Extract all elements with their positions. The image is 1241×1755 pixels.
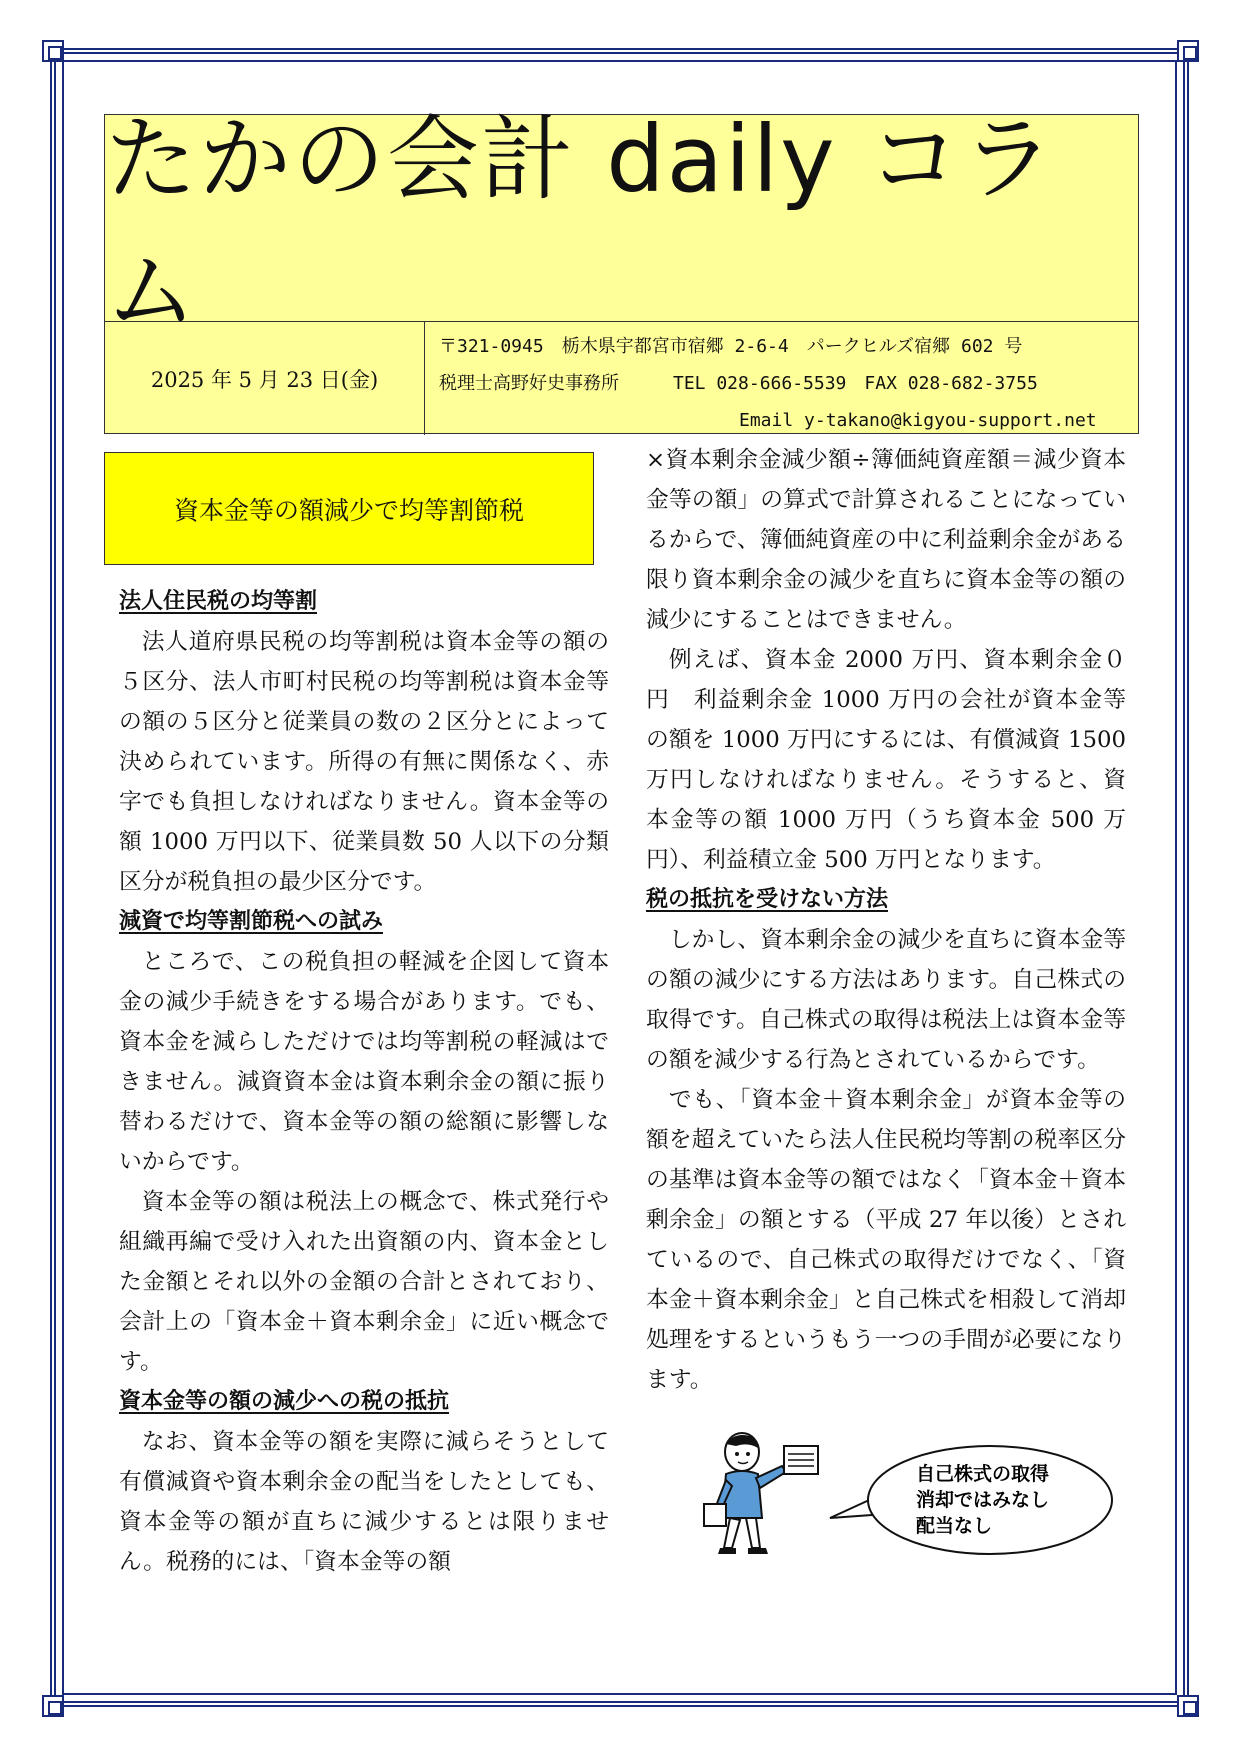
illustration bbox=[690, 1430, 1130, 1560]
office-email: Email y-takano@kigyou-support.net bbox=[739, 410, 1097, 431]
right-column bbox=[646, 440, 1126, 1400]
speech-bubble bbox=[830, 1446, 1112, 1554]
section-heading: 法人住民税の均等割 bbox=[119, 589, 318, 614]
masthead-title: たかの会計 daily コラム bbox=[105, 115, 1138, 322]
office-address: 〒321-0945 栃木県宇都宮市宿郷 2-6-4 パークヒルズ宿郷 602 号 bbox=[439, 336, 1023, 357]
section-heading: 資本金等の額の減少への税の抵抗 bbox=[119, 1389, 450, 1414]
document-icon bbox=[784, 1446, 818, 1474]
frame-corner-ornament bbox=[42, 1695, 64, 1717]
frame-corner-ornament bbox=[42, 40, 64, 62]
body-paragraph: 資本金等の額は税法上の概念で、株式発行や組織再編で受け入れた出資額の内、資本金とした金額とそれ以外の金額の合計とされており、会計上の「資本金＋資本剰余金」に近い概念です。 bbox=[119, 1189, 610, 1375]
body-paragraph: なお、資本金等の額を実際に減らそうとして有償減資や資本剰余金の配当をしたとしても、資本金等の額が直ちに減少するとは限りません。税務的には、「資本金等の額 bbox=[119, 1429, 609, 1575]
office-name-phone-fax: 税理士高野好史事務所 TEL 028-666-5539 FAX 028-682-3755 bbox=[439, 373, 1038, 394]
body-paragraph: しかし、資本剰余金の減少を直ちに資本金等の額の減少にする方法はあります。自己株式の取得です。自己株式の取得は税法上は資本金等の額を減少する行為とされているからです。 bbox=[646, 927, 1126, 1073]
body-paragraph: ×資本剰余金減少額÷簿価純資産額＝減少資本金等の額」の算式で計算されることになっているからで、簿価純資産の中に利益剰余金がある限り資本剰余金の減少を直ちに資本金等の額の減少にすることはできません。 bbox=[646, 447, 1126, 633]
body-paragraph: ところで、この税負担の軽減を企図して資本金の減少手続きをする場合があります。でも、資本金を減らしただけでは均等割税の軽減はできません。減資資本金は資本剰余金の額に振り替わるだけで、資本金等の額の総額に影響しないからです。 bbox=[119, 949, 609, 1175]
masthead bbox=[104, 106, 1139, 434]
section-heading: 税の抵抗を受けない方法 bbox=[646, 887, 889, 912]
office-info bbox=[425, 322, 1140, 435]
article-headline: 資本金等の額減少で均等割節税 bbox=[104, 452, 594, 565]
issue-date: 2025 年 5 月 23 日(金) bbox=[105, 322, 425, 435]
frame-corner-ornament bbox=[1177, 40, 1199, 62]
section-heading: 減資で均等割節税への試み bbox=[119, 909, 384, 934]
frame-corner-ornament bbox=[1177, 1695, 1199, 1717]
body-paragraph: 例えば、資本金 2000 万円、資本剰余金０円 利益剰余金 1000 万円の会社が資本金等の額を 1000 万円にするには、有償減資 1500 万円しなければなりません。そうすると、資本金等の額 1000 万円（うち資本金 500 万円）、利益積立金 500 万円となります。 bbox=[646, 647, 1126, 873]
bubble-line: 消却ではみなし bbox=[916, 1489, 1050, 1511]
body-paragraph: でも、「資本金＋資本剰余金」が資本金等の額を超えていたら法人住民税均等割の税率区分の基準は資本金等の額ではなく「資本金＋資本剰余金」の額とする（平成 27 年以後）とされているので、自己株式の取得だけでなく、「資本金＋資本剰余金」と自己株式を相殺して消却処理をするというもう一つの手間が必要になります。 bbox=[646, 1087, 1126, 1393]
body-paragraph: 法人道府県民税の均等割税は資本金等の額の５区分、法人市町村民税の均等割税は資本金等の額の５区分と従業員の数の２区分とによって決められています。所得の有無に関係なく、赤字でも負担しなければなりません。資本金等の額 1000 万円以下、従業員数 50 人以下の分類区分が税負担の最少区分です。 bbox=[119, 629, 609, 895]
bubble-line: 自己株式の取得 bbox=[916, 1463, 1050, 1485]
person-pointing-figure bbox=[704, 1433, 786, 1554]
bubble-line: 配当なし bbox=[916, 1515, 993, 1537]
left-column bbox=[119, 582, 609, 1582]
